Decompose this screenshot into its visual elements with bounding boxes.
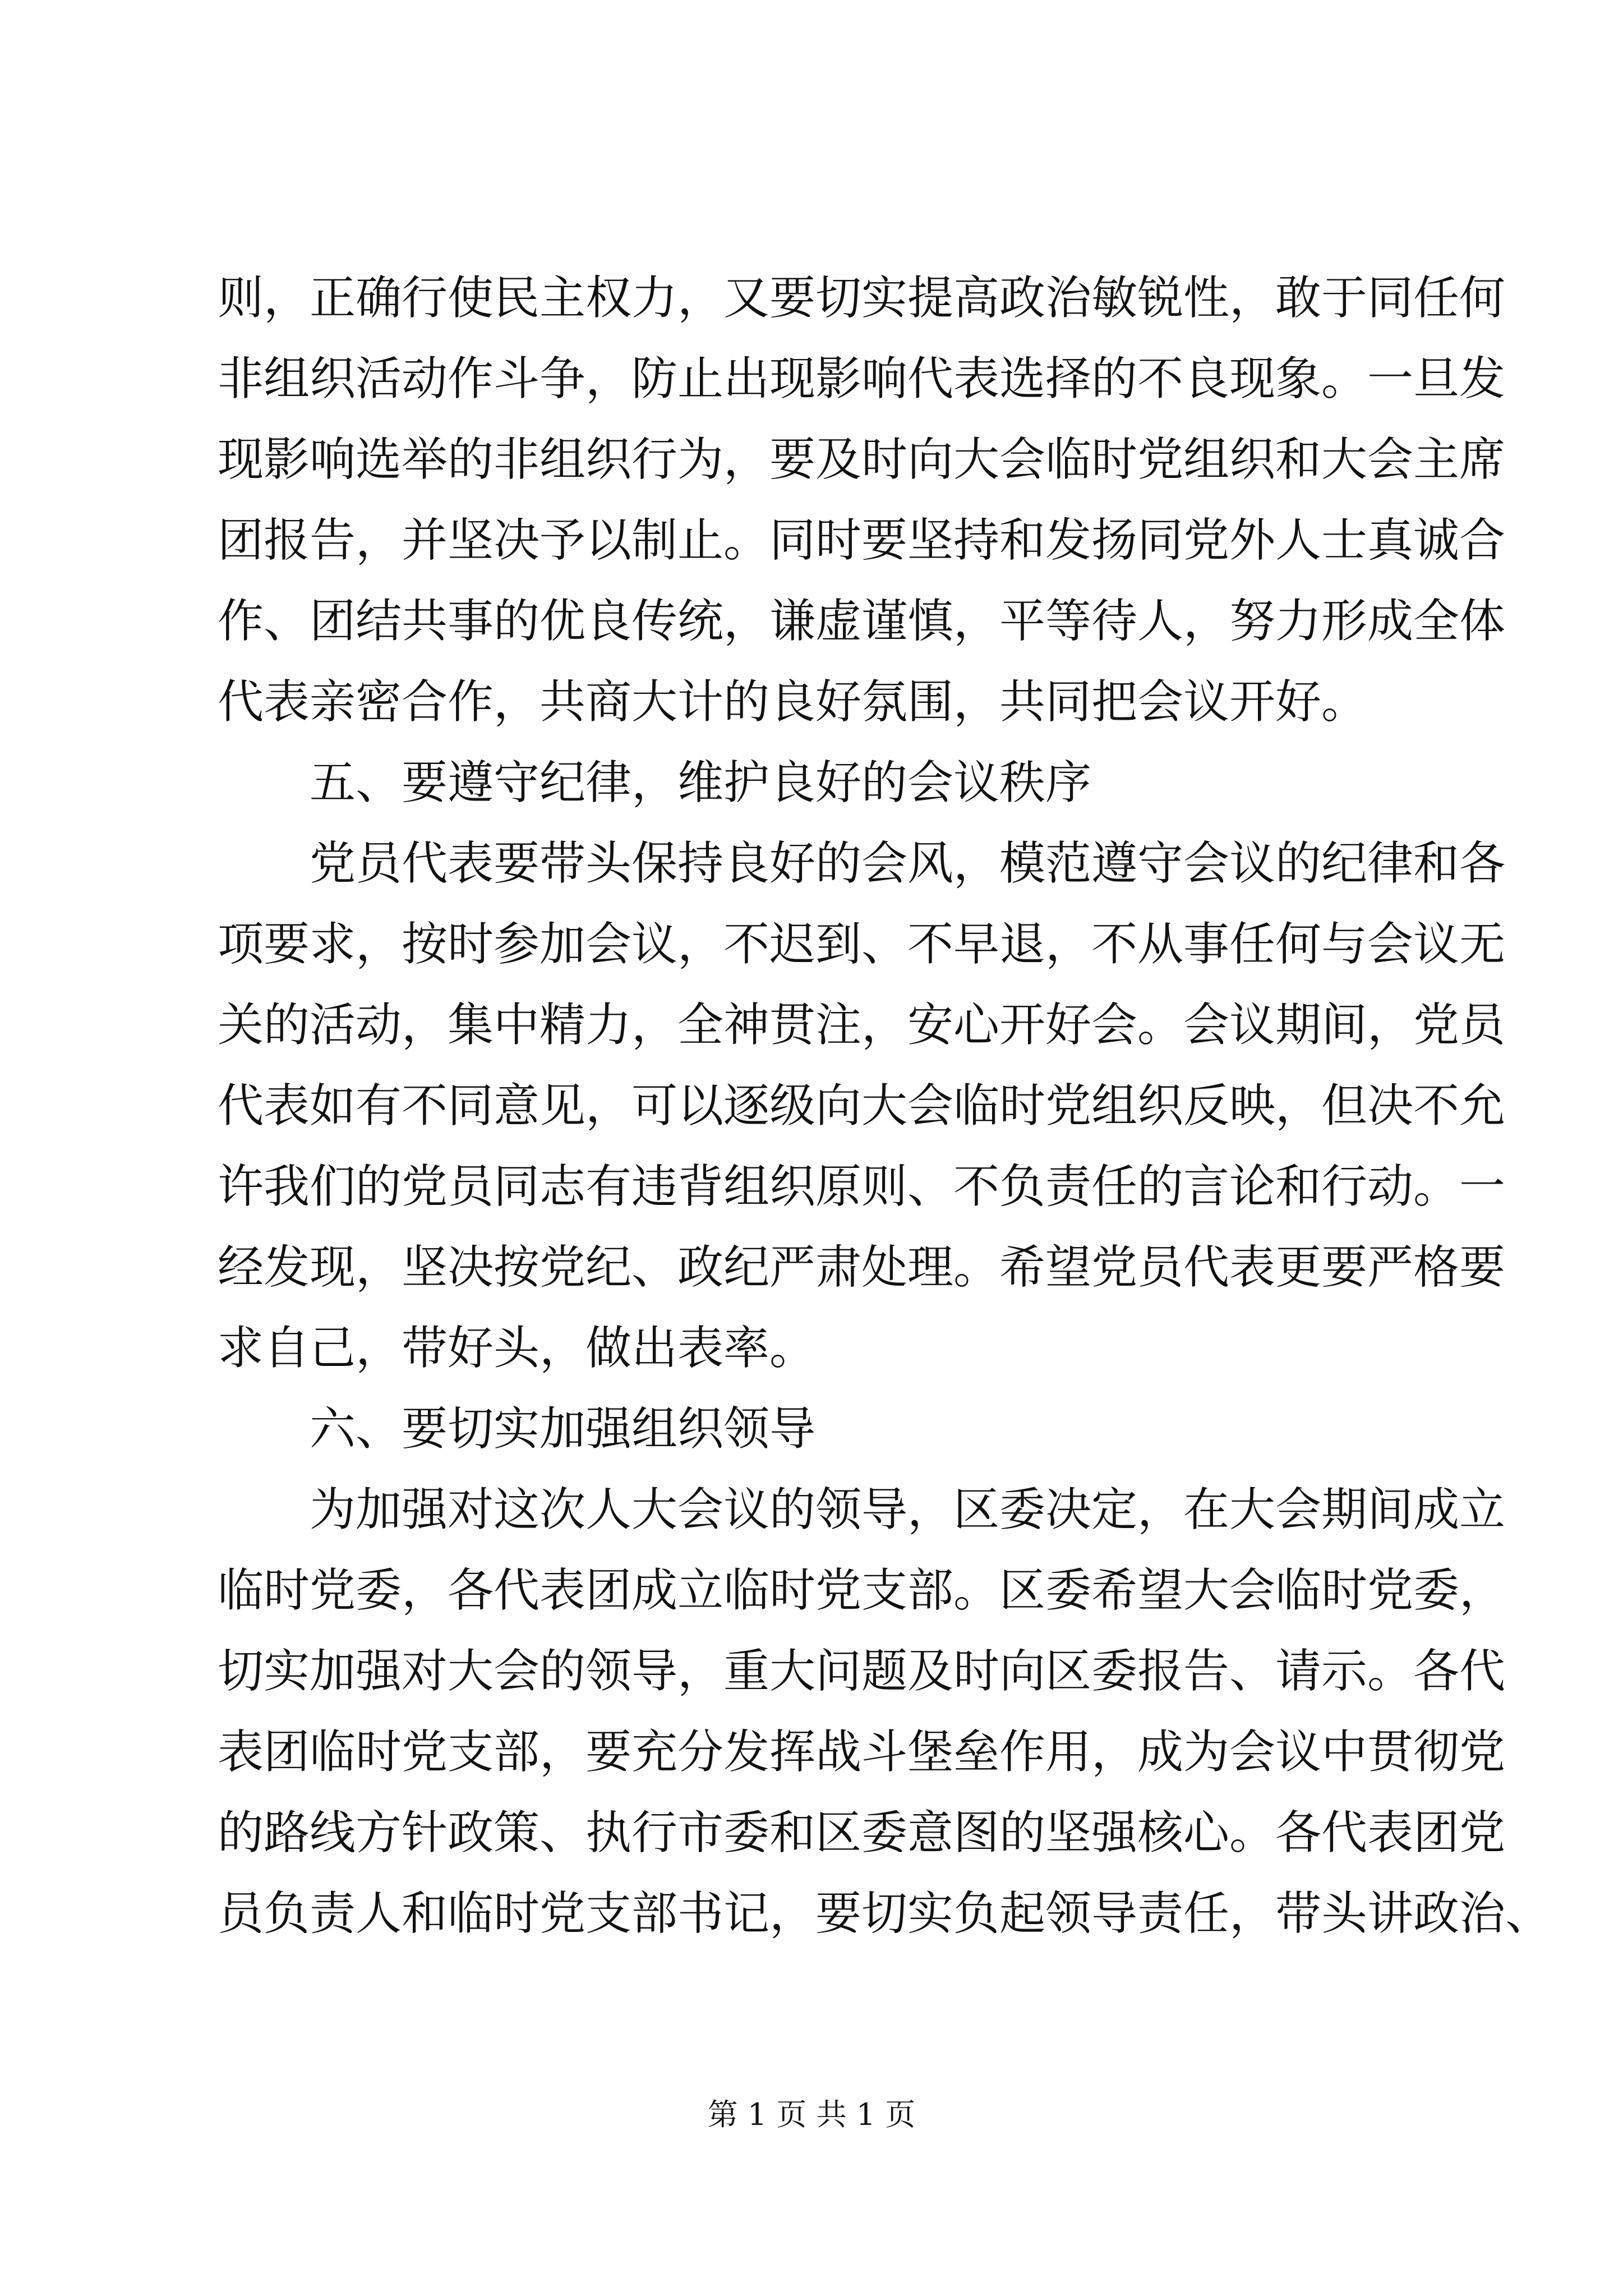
text-line: 团报告，并坚决予以制止。同时要坚持和发扬同党外人士真诚合 bbox=[218, 514, 1506, 567]
text-line: 求自己，带好头，做出表率。 bbox=[218, 1322, 816, 1375]
section-heading: 六、要切实加强组织领导 bbox=[310, 1402, 816, 1456]
text-line: 代表亲密合作，共商大计的良好氛围，共同把会议开好。 bbox=[218, 675, 1368, 729]
text-line: 表团临时党支部，要充分发挥战斗堡垒作用，成为会议中贯彻党 bbox=[218, 1726, 1506, 1779]
text-line: 为加强对这次人大会议的领导，区委决定，在大会期间成立 bbox=[310, 1483, 1506, 1536]
text-line: 员负责人和临时党支部书记，要切实负起领导责任，带头讲政治、 bbox=[218, 1887, 1552, 1940]
text-line: 切实加强对大会的领导，重大问题及时向区委报告、请示。各代 bbox=[218, 1645, 1506, 1698]
text-line: 非组织活动作斗争，防止出现影响代表选择的不良现象。一旦发 bbox=[218, 352, 1506, 406]
text-line: 临时党委，各代表团成立临时党支部。区委希望大会临时党委， bbox=[218, 1564, 1506, 1617]
section-heading: 五、要遵守纪律，维护良好的会议秩序 bbox=[310, 756, 1092, 809]
text-line: 经发现，坚决按党纪、政纪严肃处理。希望党员代表更要严格要 bbox=[218, 1241, 1506, 1294]
text-line: 党员代表要带头保持良好的会风，模范遵守会议的纪律和各 bbox=[310, 837, 1506, 890]
text-line: 项要求，按时参加会议，不迟到、不早退，不从事任何与会议无 bbox=[218, 918, 1506, 971]
text-line: 许我们的党员同志有违背组织原则、不负责任的言论和行动。一 bbox=[218, 1160, 1506, 1213]
text-line: 则，正确行使民主权力，又要切实提高政治敏锐性，敢于同任何 bbox=[218, 272, 1506, 325]
document-body bbox=[218, 258, 1552, 1954]
page-number-footer: 第 1 页 共 1 页 bbox=[707, 2097, 916, 2132]
text-line: 现影响选举的非组织行为，要及时向大会临时党组织和大会主席 bbox=[218, 433, 1506, 486]
text-line: 代表如有不同意见，可以逐级向大会临时党组织反映，但决不允 bbox=[218, 1079, 1506, 1133]
text-line: 作、团结共事的优良传统，谦虚谨慎，平等待人，努力形成全体 bbox=[218, 595, 1506, 648]
text-line: 的路线方针政策、执行市委和区委意图的坚强核心。各代表团党 bbox=[218, 1806, 1506, 1860]
text-line: 关的活动，集中精力，全神贯注，安心开好会。会议期间，党员 bbox=[218, 999, 1506, 1052]
